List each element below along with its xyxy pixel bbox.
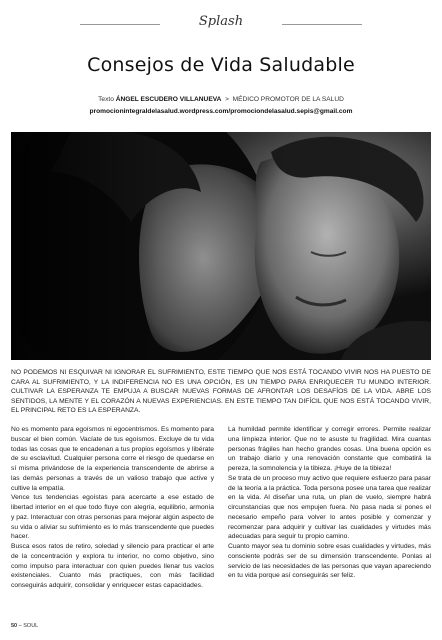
byline-separator: > xyxy=(225,96,229,103)
header-rule-right xyxy=(282,24,362,25)
intro-paragraph: NO PODEMOS NI ESQUIVAR NI IGNORAR EL SUFRIMIENTO, ESTE TIEMPO QUE NOS ESTÁ TOCANDO VIVIR NOS HA PUESTO DE CARA AL SUFRIMIENTO, Y LA INDIFERENCIA NO ES UNA OPCIÓN, ES UN TIEMPO PARA ENRIQUECER TU MUNDO INTERIOR. CULTIVAR LA ESPERANZA TE EMPUJA A BUSCAR NUEVAS FORMAS DE AFRONTAR LOS DESAFÍOS DE LA VIDA. ABRE LOS SENTIDOS, LA MENTE Y EL CORAZÓN A NUEVAS EXPERIENCIAS. EN ESTE TIEMPO TAN DIFÍCIL QUE NOS ESTÁ TOCANDO VIVIR, EL PRINCIPAL RETO ES LA ESPERANZA. xyxy=(11,369,431,415)
author-role: MÉDICO PROMOTOR DE LA SALUD xyxy=(232,96,344,103)
body-paragraph: La humildad permite identificar y corregir errores. Permite realizar una limpieza interior. Que no te asuste tu fragilidad. Mira cuantas personas frágiles han hecho grandes cosas. Una buena opción es un trabajo diario y una renovación constante que combatirá la pereza, la somnolencia y la tibieza. ¡Huye de la tibieza! xyxy=(228,426,431,472)
magazine-name: SOUL xyxy=(23,623,39,629)
page-number: 50 xyxy=(11,623,18,629)
section-header xyxy=(0,14,442,34)
footer-separator: – xyxy=(18,623,22,629)
byline xyxy=(0,96,442,103)
body-paragraph: Vence tus tendencias egoístas para acercarte a ese estado de libertad interior en el que todo fluye con alegría, equilibrio, armonía y paz. Interactuar con otras personas para mejorar algún aspecto de su vida o aliviar su sufrimiento es lo más transcendente que puedes hacer. xyxy=(11,494,214,541)
body-paragraph: Cuanto mayor sea tu dominio sobre esas cualidades y virtudes, más consciente podrás ser de su dimensión transcendente. Ponlas al servicio de las necesidades de las personas que vayan apareciendo en tu vida porque así conseguirás ser feliz. xyxy=(228,543,431,580)
article-title: Consejos de Vida Saludable xyxy=(87,54,355,76)
author-contact: promocionintegraldelasalud.wordpress.com/promociondelasalud.sepis@gmail.com xyxy=(89,108,353,115)
page-footer xyxy=(11,623,38,629)
byline-prefix: Texto xyxy=(98,96,114,103)
body-paragraph: No es momento para egoísmos ni egocentrismos. Es momento para buscar el bien común. Vacíate de tus egoísmos. Excluye de tu vida todas las cosas que te encadenan a tus propios egoísmos y libérate de su esclavitud. Cualquier persona corre el riesgo de quedarse en sí misma privándose de la experiencia transcendente de abrirse a las demás personas a través de un valioso trabajo que active y cultive la empatía. xyxy=(11,426,214,492)
body-paragraph: Busca esos ratos de retiro, soledad y silencio para practicar el arte de la concentración y explora tu interior, no como objetivo, sino como impulso para interactuar con quien puedes llenar tus vacíos existenciales. Cuanto más practiques, con más facilidad conseguirás adquirir, consolidar y enriquecer estas capacidades. xyxy=(11,543,214,589)
photo-image xyxy=(11,132,431,360)
author-name: ÁNGEL ESCUDERO VILLANUEVA xyxy=(115,96,222,103)
couple-photo xyxy=(11,132,431,360)
section-label: Splash xyxy=(198,14,244,29)
body-column-left xyxy=(11,425,214,591)
body-paragraph: Se trata de un proceso muy activo que requiere esfuerzo para pasar de la teoría a la práctica. Toda persona posee una tarea que realizar en la vida. Al diseñar una ruta, un plan de vuelo, siempre habrá circunstancias que nos empujen fuera. No pasa nada si pones el necesario empeño para volver lo antes posible y comenzar y recomenzar para adquirir y cultivar las cualidades y virtudes más adecuadas para seguir tu propio camino. xyxy=(228,474,431,541)
body-column-right xyxy=(228,425,431,581)
